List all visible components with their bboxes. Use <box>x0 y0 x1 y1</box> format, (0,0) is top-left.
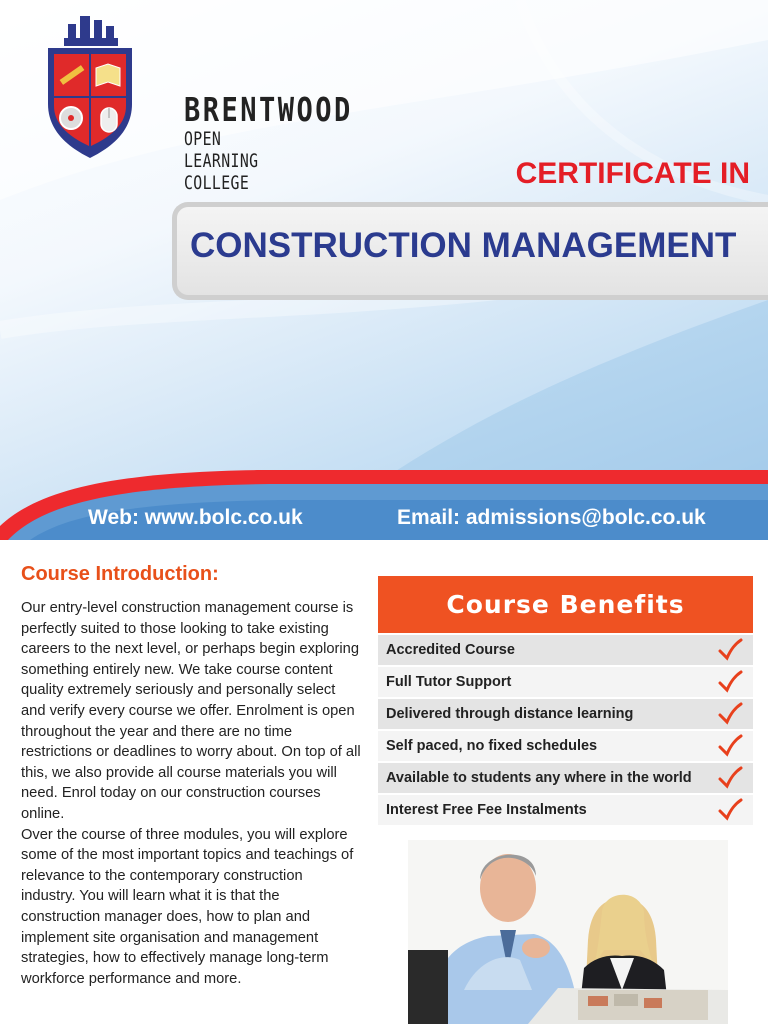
benefit-label: Interest Free Fee Instalments <box>386 802 587 818</box>
benefits-table <box>378 576 753 825</box>
certificate-label: CERTIFICATE IN <box>515 157 750 190</box>
checkmark-icon <box>717 765 743 791</box>
intro-body <box>21 598 361 989</box>
email-link[interactable]: Email: admissions@bolc.co.uk <box>397 506 706 529</box>
checkmark-icon <box>717 733 743 759</box>
checkmark-icon <box>717 669 743 695</box>
intro-paragraph: Over the course of three modules, you will explore some of the most important topics and teachings of relevance to the contemporary construction industry. You will learn what it is that the construction manager does, how to plan and implement site organisation and management strategies, how to effectively manage long-term workforce performance and more. <box>21 826 354 987</box>
crest-icon <box>44 14 136 160</box>
college-logo <box>44 14 353 194</box>
benefit-row <box>378 763 753 793</box>
checkmark-icon <box>717 637 743 663</box>
benefit-row <box>378 699 753 729</box>
checkmark-icon <box>717 797 743 823</box>
intro-heading: Course Introduction: <box>21 563 219 585</box>
intro-paragraph: Our entry-level construction management course is perfectly suited to those looking to take existing careers to the next level, or perhaps begin exploring something entirely new. We take course content quality extremely seriously and personally select and verify every course we offer. Enrolment is open throughout the year and there are no time restrictions or deadlines to worry about. On top of all this, we also provide all course materials you will need. Enrol today on our construction courses online. <box>21 600 361 822</box>
students-photo <box>408 840 728 1024</box>
benefit-row <box>378 667 753 697</box>
benefit-label: Delivered through distance learning <box>386 706 634 722</box>
benefit-label: Accredited Course <box>386 642 515 658</box>
benefit-row <box>378 635 753 665</box>
course-title: CONSTRUCTION MANAGEMENT <box>190 226 737 265</box>
benefit-row <box>378 731 753 761</box>
students-illustration <box>408 840 728 1024</box>
benefit-label: Available to students any where in the world <box>386 770 692 786</box>
website-link[interactable]: Web: www.bolc.co.uk <box>88 506 303 529</box>
brand-name: BRENTWOOD <box>184 90 353 129</box>
benefit-label: Self paced, no fixed schedules <box>386 738 598 754</box>
benefit-label: Full Tutor Support <box>386 674 512 690</box>
benefits-heading: Course Benefits <box>378 576 753 633</box>
benefit-row <box>378 795 753 825</box>
checkmark-icon <box>717 701 743 727</box>
brand-subtitle: OPEN LEARNING COLLEGE <box>184 128 259 194</box>
